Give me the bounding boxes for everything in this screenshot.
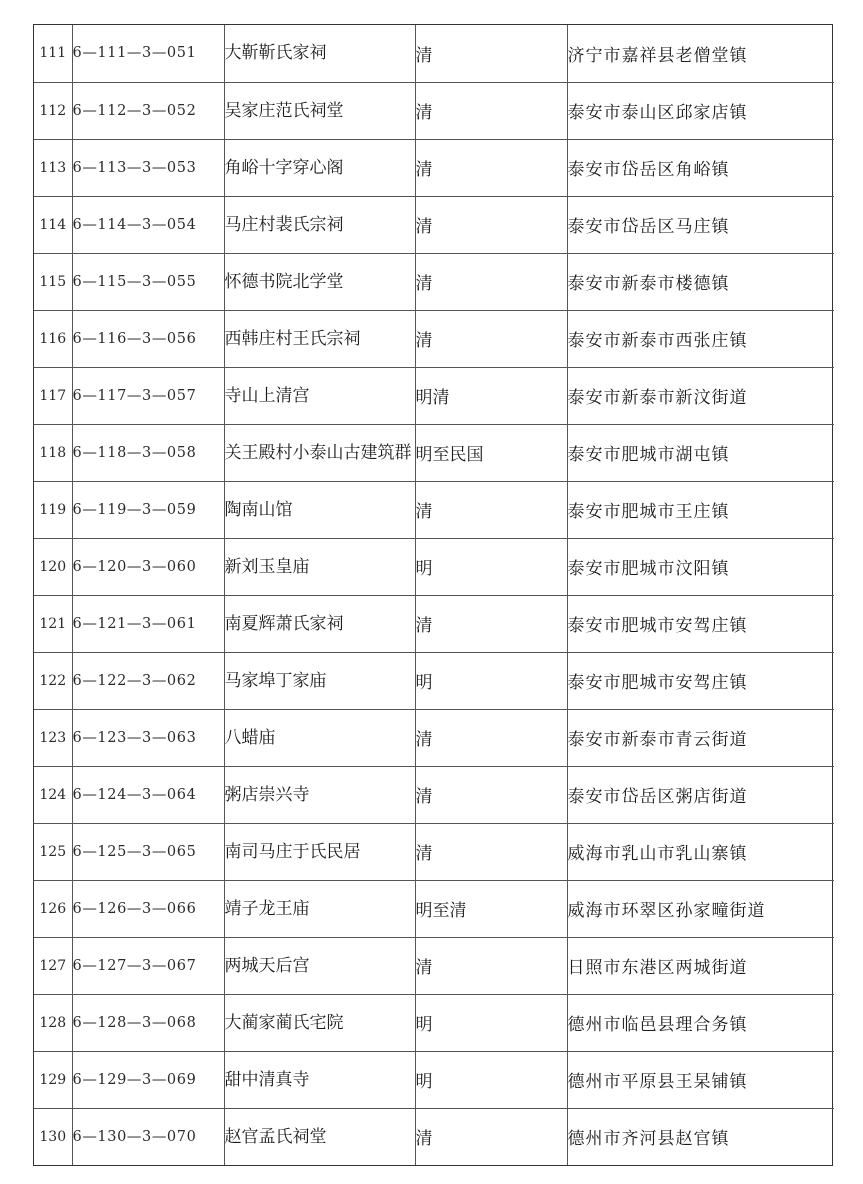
site-code: 6—125—3—065 (72, 823, 224, 880)
row-number: 119 (34, 481, 72, 538)
row-number: 117 (34, 367, 72, 424)
site-era: 清 (415, 481, 567, 538)
site-name: 粥店崇兴寺 (224, 766, 415, 823)
site-era: 清 (415, 766, 567, 823)
row-number: 128 (34, 994, 72, 1051)
site-location: 泰安市新泰市楼德镇 (567, 253, 834, 310)
row-number: 111 (34, 25, 72, 82)
site-code: 6—128—3—068 (72, 994, 224, 1051)
site-era: 清 (415, 253, 567, 310)
site-name: 大靳靳氏家祠 (224, 25, 415, 82)
site-name: 西韩庄村王氏宗祠 (224, 310, 415, 367)
row-number: 116 (34, 310, 72, 367)
table-row (34, 253, 834, 310)
site-name: 大蔺家蔺氏宅院 (224, 994, 415, 1051)
table-row (34, 823, 834, 880)
site-code: 6—121—3—061 (72, 595, 224, 652)
table-row (34, 652, 834, 709)
site-code: 6—116—3—056 (72, 310, 224, 367)
site-era: 清 (415, 937, 567, 994)
heritage-sites-table (34, 25, 834, 1165)
site-era: 清 (415, 709, 567, 766)
site-name: 南夏辉萧氏家祠 (224, 595, 415, 652)
site-era: 清 (415, 196, 567, 253)
table-row (34, 595, 834, 652)
site-location: 泰安市新泰市西张庄镇 (567, 310, 834, 367)
site-era: 明 (415, 538, 567, 595)
table-row (34, 880, 834, 937)
site-name: 马庄村裴氏宗祠 (224, 196, 415, 253)
site-name: 赵官孟氏祠堂 (224, 1108, 415, 1165)
site-location: 泰安市岱岳区粥店街道 (567, 766, 834, 823)
row-number: 112 (34, 82, 72, 139)
row-number: 121 (34, 595, 72, 652)
table-row (34, 367, 834, 424)
site-code: 6—130—3—070 (72, 1108, 224, 1165)
site-name: 吴家庄范氏祠堂 (224, 82, 415, 139)
site-location: 泰安市肥城市安驾庄镇 (567, 652, 834, 709)
site-code: 6—123—3—063 (72, 709, 224, 766)
table-row (34, 310, 834, 367)
site-era: 清 (415, 595, 567, 652)
site-era: 清 (415, 25, 567, 82)
row-number: 129 (34, 1051, 72, 1108)
row-number: 118 (34, 424, 72, 481)
site-name: 新刘玉皇庙 (224, 538, 415, 595)
site-name: 寺山上清宫 (224, 367, 415, 424)
site-era: 明 (415, 652, 567, 709)
table-body (34, 25, 834, 1165)
site-code: 6—122—3—062 (72, 652, 224, 709)
site-name: 角峪十字穿心阁 (224, 139, 415, 196)
site-name: 怀德书院北学堂 (224, 253, 415, 310)
site-location: 泰安市泰山区邱家店镇 (567, 82, 834, 139)
site-era: 清 (415, 1108, 567, 1165)
site-code: 6—117—3—057 (72, 367, 224, 424)
table-row (34, 709, 834, 766)
site-code: 6—111—3—051 (72, 25, 224, 82)
row-number: 113 (34, 139, 72, 196)
site-location: 泰安市新泰市青云街道 (567, 709, 834, 766)
site-era: 明清 (415, 367, 567, 424)
site-era: 清 (415, 823, 567, 880)
site-era: 清 (415, 139, 567, 196)
site-code: 6—126—3—066 (72, 880, 224, 937)
row-number: 120 (34, 538, 72, 595)
site-code: 6—120—3—060 (72, 538, 224, 595)
table-row (34, 25, 834, 82)
site-code: 6—113—3—053 (72, 139, 224, 196)
table-row (34, 196, 834, 253)
table-row (34, 139, 834, 196)
site-era: 明 (415, 994, 567, 1051)
site-name: 陶南山馆 (224, 481, 415, 538)
site-location: 泰安市肥城市湖屯镇 (567, 424, 834, 481)
site-location: 威海市乳山市乳山寨镇 (567, 823, 834, 880)
table-row (34, 1108, 834, 1165)
site-code: 6—119—3—059 (72, 481, 224, 538)
site-location: 威海市环翠区孙家疃街道 (567, 880, 834, 937)
site-code: 6—127—3—067 (72, 937, 224, 994)
row-number: 114 (34, 196, 72, 253)
site-location: 日照市东港区两城街道 (567, 937, 834, 994)
site-code: 6—114—3—054 (72, 196, 224, 253)
site-location: 德州市临邑县理合务镇 (567, 994, 834, 1051)
site-name: 关王殿村小泰山古建筑群 (224, 424, 415, 481)
site-location: 泰安市岱岳区角峪镇 (567, 139, 834, 196)
table-row (34, 538, 834, 595)
row-number: 127 (34, 937, 72, 994)
site-location: 泰安市肥城市汶阳镇 (567, 538, 834, 595)
site-name: 靖子龙王庙 (224, 880, 415, 937)
row-number: 115 (34, 253, 72, 310)
table-row (34, 424, 834, 481)
table-row (34, 994, 834, 1051)
row-number: 126 (34, 880, 72, 937)
site-name: 马家埠丁家庙 (224, 652, 415, 709)
row-number: 130 (39, 1128, 67, 1145)
table-row (34, 1051, 834, 1108)
row-number: 123 (34, 709, 72, 766)
site-era: 清 (415, 310, 567, 367)
site-code: 6—112—3—052 (72, 82, 224, 139)
site-era: 明至民国 (415, 424, 567, 481)
site-era: 清 (415, 82, 567, 139)
site-location: 泰安市肥城市安驾庄镇 (567, 595, 834, 652)
row-number: 122 (34, 652, 72, 709)
site-name: 八蜡庙 (224, 709, 415, 766)
site-name: 两城天后宫 (224, 937, 415, 994)
site-code: 6—118—3—058 (72, 424, 224, 481)
site-code: 6—129—3—069 (72, 1051, 224, 1108)
site-code: 6—115—3—055 (72, 253, 224, 310)
table-row (34, 766, 834, 823)
row-number: 125 (34, 823, 72, 880)
site-era: 明至清 (415, 880, 567, 937)
site-location: 泰安市岱岳区马庄镇 (567, 196, 834, 253)
row-number: 124 (34, 766, 72, 823)
table-row (34, 481, 834, 538)
site-location: 泰安市肥城市王庄镇 (567, 481, 834, 538)
site-name: 甜中清真寺 (224, 1051, 415, 1108)
table-row (34, 937, 834, 994)
site-era: 明 (415, 1051, 567, 1108)
site-location: 德州市平原县王杲铺镇 (567, 1051, 834, 1108)
site-location: 德州市齐河县赵官镇 (567, 1108, 834, 1165)
heritage-list-page (33, 24, 833, 1166)
site-code: 6—124—3—064 (72, 766, 224, 823)
site-location: 泰安市新泰市新汶街道 (567, 367, 834, 424)
table-row (34, 82, 834, 139)
site-location: 济宁市嘉祥县老僧堂镇 (567, 25, 834, 82)
site-name: 南司马庄于氏民居 (224, 823, 415, 880)
